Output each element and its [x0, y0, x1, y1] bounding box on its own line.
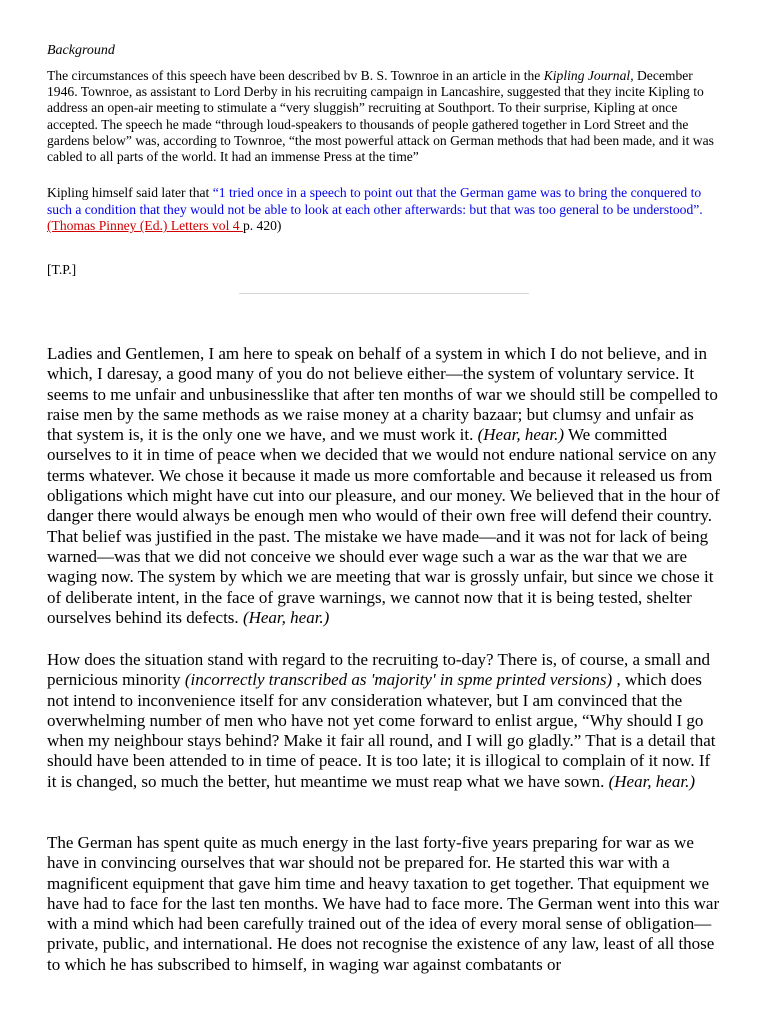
background-text-b: , December 1946. Townroe, as assistant to Lord Derby in his recruiting campaign in Lancashire, suggested that they incite Kipling to address an open-air meeting to stimulate a “very sluggish” recruiting at Southport. To their surprise, Kipling at once accepted. The speech he made “through loud-speakers to thousands of people gathered together in Lord Street and the gardens below” was, according to Townroe, “the most powerful attack on German methods that had been made, and it was cabled to all parts of the world. It had an immense Press at the time”: [47, 68, 714, 165]
hear-hear-2: (Hear, hear.): [242, 607, 330, 627]
background-text-a: The circumstances of this speech have been described bv B. S. Townroe in an article in the: [47, 68, 544, 83]
kipling-quote-paragraph: [47, 185, 723, 235]
transcription-note: (incorrectly transcribed as 'majority' in spme printed versions): [184, 670, 613, 690]
background-heading: Background: [47, 43, 115, 58]
pinney-letters-link[interactable]: (Thomas Pinney (Ed.) Letters vol 4: [47, 218, 243, 234]
speech-p1-text-a: Ladies and Gentlemen, I am here to speak on behalf of a system in which I do not believe, and in which, I daresay, a good many of you do not believe either—the system of voluntary service. It seems to me unfair and unbusinesslike that after ten months of war we should still be compelled to raise men by the same methods as we raise money at a charity bazaar; but clumsy and unfair as that system is, it is the only one we have, and we must work it.: [47, 344, 718, 445]
hear-hear-1: (Hear, hear.): [477, 425, 565, 445]
speech-paragraph-3: The German has spent quite as much energy in the last forty-five years preparing for war as we have in convincing ourselves that war should not be prepared for. He started this war with a magnificent equipment that gave him time and heavy taxation to get together. That equipment we have had to face for the last ten months. We have had to face more. The German went into this war with a mind which had been carefully trained out of the idea of every moral sense of obligation—private, public, and international. He does not recognise the existence of any law, least of all those to which he has subscribed to himself, in waging war against combatants or: [47, 833, 720, 974]
speech-paragraph-1: [47, 344, 723, 628]
hear-hear-3: (Hear, hear.): [608, 771, 695, 791]
speech-p2-text-a: How does the situation stand with regard to the recruiting to-day? There is, of course, a small and pernicious minority: [47, 650, 710, 690]
kipling-quote-text: “1 tried once in a speech to point out that the German game was to bring the conquered to such a condition that they would not be able to look at each other afterwards: but that was too general to be understood”.: [47, 185, 703, 217]
speech-paragraph-2: [47, 650, 723, 792]
quote-intro: Kipling himself said later that: [47, 185, 213, 200]
section-divider: [239, 293, 529, 294]
background-paragraph: [47, 68, 723, 165]
ref-page: p. 420): [242, 218, 282, 234]
speech-p1-text-b: We committed ourselves to it in time of peace when we decided that we would not endure national service on any terms whatever. We chose it because it made us more comfortable and because it released us from obligations which might have cut into our pleasure, and our money. We believed that in the hour of danger there would always be enough men who would of their own free will defend their country. That belief was justified in the past. The mistake we have made—and it was not for lack of being warned—was that we did not conceive we should ever wage such a war as the war that we are waging now. The system by which we are meeting that war is grossly unfair, but since we chose it of deliberate intent, in the face of grave warnings, we cannot now that it is being tested, shelter ourselves behind its defects.: [47, 425, 720, 627]
editor-initials: [T.P.]: [47, 262, 77, 277]
journal-title: Kipling Journal: [543, 68, 631, 83]
speech-p2-text-b: , which does not intend to inconvenience itself for anv consideration whatever, but I am convinced that the overwhelming number of men who have not yet come forward to enlist argue, “Why should I go when my neighbour stays behind? Make it fair all round, and I will go gladly.” That is a detail that should have been attended to in time of peace. It is too late; it is illogical to complain of it now. If it is changed, so much the better, hut meantime we must reap what we have sown.: [47, 670, 716, 791]
